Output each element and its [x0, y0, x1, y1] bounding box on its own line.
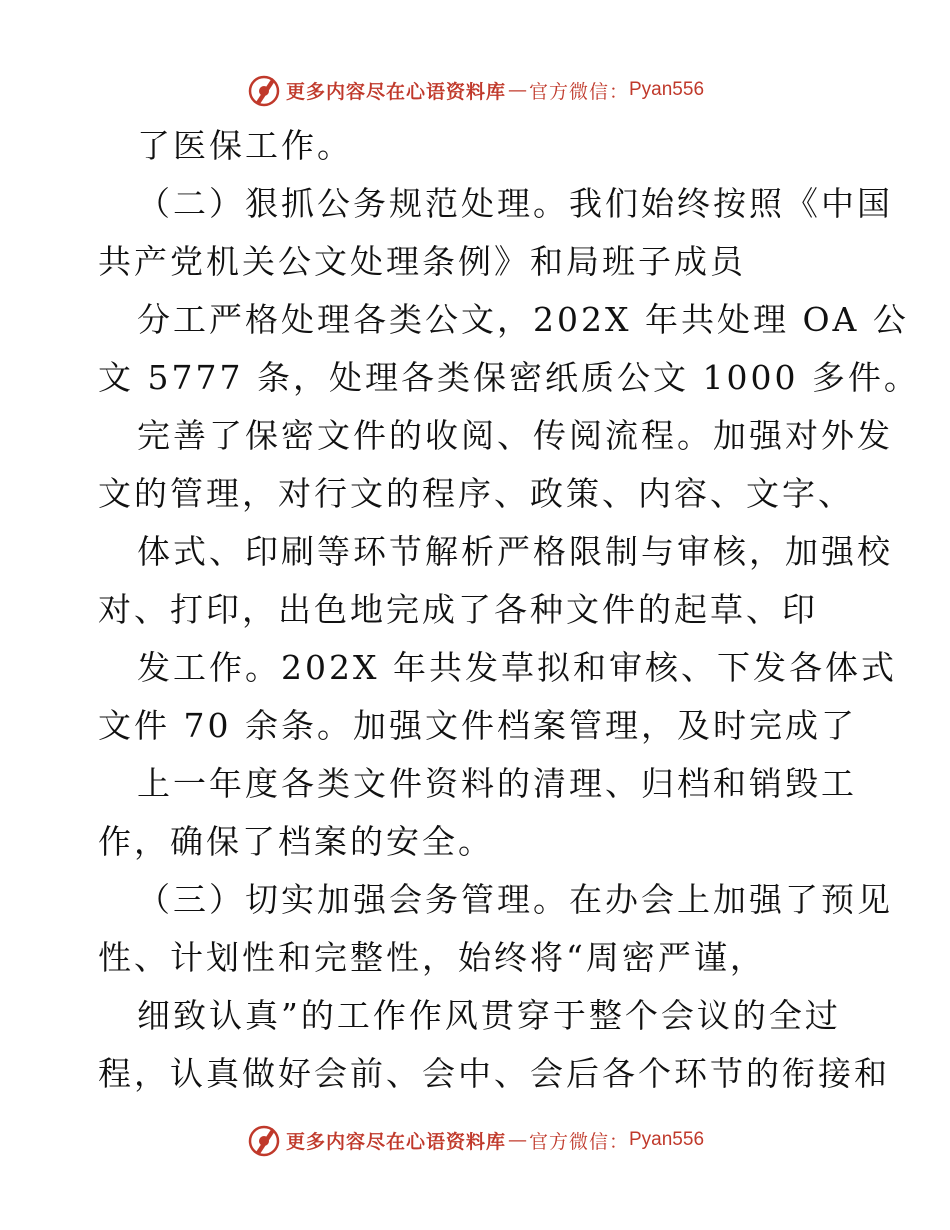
text-line: 体式、印刷等环节解析严格限制与审核，加强校	[137, 532, 893, 571]
text-line: 性、计划性和完整性，始终将“周密严谨，	[98, 938, 766, 977]
text-line: 完善了保密文件的收阅、传阅流程。加强对外发	[137, 416, 893, 455]
banner-wechat-label: 官方微信：	[528, 1130, 629, 1153]
text-line: 程，认真做好会前、会中、会后各个环节的衔接和	[98, 1054, 890, 1093]
text-line: （三）切实加强会务管理。在办会上加强了预见	[137, 880, 893, 919]
banner-dash: —	[507, 1129, 527, 1151]
banner-wechat-label: 官方微信：	[528, 80, 629, 103]
banner-wechat-id: Pyan556	[629, 1129, 705, 1150]
text-line: 细致认真”的工作作风贯穿于整个会议的全过	[137, 996, 841, 1035]
text-line: 文的管理，对行文的程序、政策、内容、文字、	[98, 474, 854, 513]
text-line: 了医保工作。	[137, 126, 353, 165]
text-line: 作，确保了档案的安全。	[98, 822, 494, 861]
banner-title: 更多内容尽在心语资料库	[285, 1130, 506, 1153]
banner-title: 更多内容尽在心语资料库	[285, 80, 506, 103]
banner-wechat-id: Pyan556	[629, 79, 705, 100]
text-line: 分工严格处理各类公文，202X 年共处理 OA 公	[137, 300, 909, 339]
logo-icon	[246, 1122, 282, 1158]
footer-banner	[0, 1120, 950, 1160]
text-line: 文 5777 条，处理各类保密纸质公文 1000 多件。	[98, 358, 920, 397]
banner-dash: —	[507, 79, 527, 101]
text-line: 文件 70 余条。加强文件档案管理，及时完成了	[98, 706, 857, 745]
text-line: （二）狠抓公务规范处理。我们始终按照《中国	[137, 184, 893, 223]
text-line: 上一年度各类文件资料的清理、归档和销毁工	[137, 764, 857, 803]
text-line: 发工作。202X 年共发草拟和审核、下发各体式	[137, 648, 897, 687]
text-line: 共产党机关公文处理条例》和局班子成员	[98, 242, 746, 281]
text-line: 对、打印，出色地完成了各种文件的起草、印	[98, 590, 818, 629]
